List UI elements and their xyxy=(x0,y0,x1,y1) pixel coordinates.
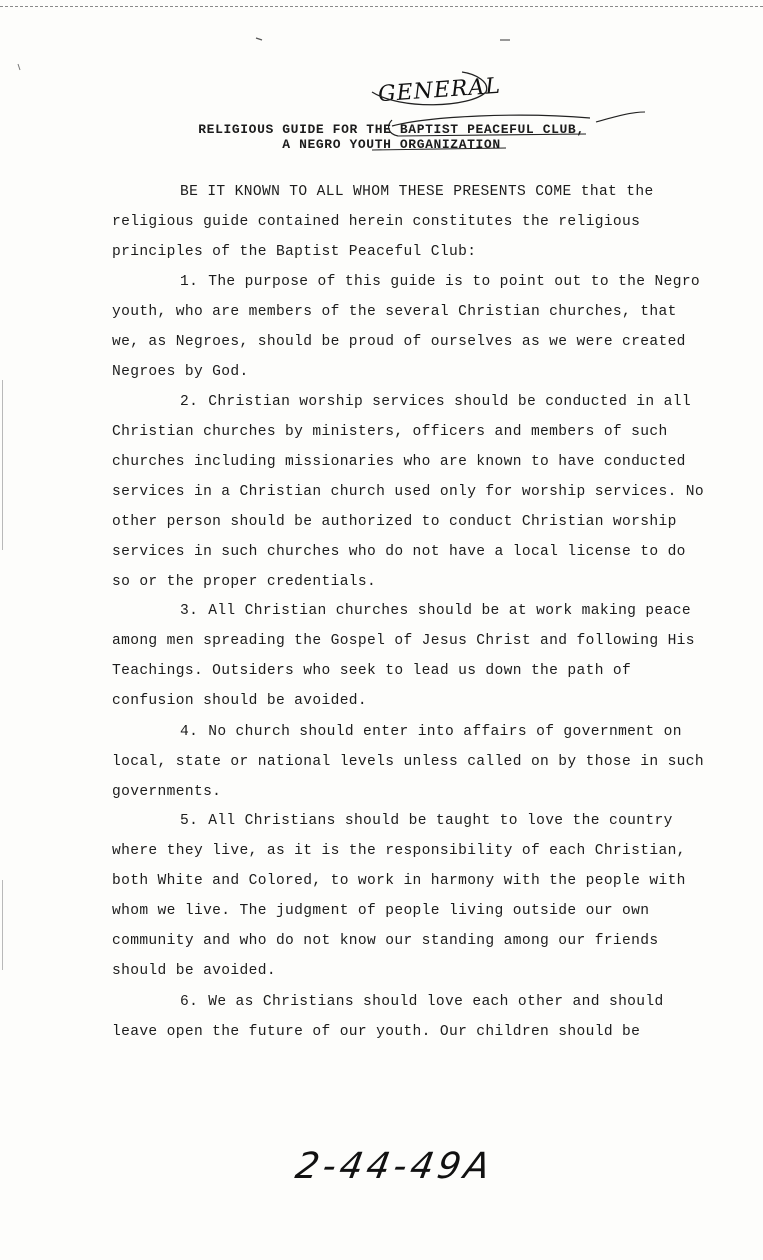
guide-item-1 xyxy=(112,267,712,387)
document-title-line2: A NEGRO YOUTH ORGANIZATION xyxy=(282,137,501,152)
item-number: 3. xyxy=(180,603,199,619)
item-text: No church should enter into affairs of government on local, state or national levels unless called on by those in such governments. xyxy=(112,724,704,800)
preamble-paragraph: BE IT KNOWN TO ALL WHOM THESE PRESENTS COME that the religious guide contained herein constitutes the religious principles of the Baptist Peaceful Club: xyxy=(112,184,654,260)
file-number-handwritten: 2-44-49A xyxy=(292,1146,497,1187)
item-number: 2. xyxy=(180,394,199,410)
item-text: All Christians should be taught to love the country where they live, as it is the responsibility of each Christian, both White and Colored, to work in harmony with the people with whom we live. The judgment of people living outside our own community and who do not know our standing among our friends should be avoided. xyxy=(112,813,686,979)
item-text: Christian worship services should be conducted in all Christian churches by ministers, officers and members of such churches including missionaries who are known to have conducted services in a Christian church used only for worship services. No other person should be authorized to conduct Christian worship services in such churches who do not have a local license to do so or the proper credentials. xyxy=(112,394,704,590)
guide-item-4 xyxy=(112,717,712,807)
item-number: 6. xyxy=(180,994,199,1010)
margin-mark xyxy=(2,380,3,550)
guide-item-2 xyxy=(112,387,712,597)
guide-item-6 xyxy=(112,987,712,1047)
item-text: All Christian churches should be at work making peace among men spreading the Gospel of Jesus Christ and following His Teachings. Outsiders who seek to lead us down the path of confusion should be avoided. xyxy=(112,603,695,709)
item-text: We as Christians should love each other and should leave open the future of our youth. Our children should be xyxy=(112,994,664,1040)
item-number: 4. xyxy=(180,724,199,740)
document-title-line1: RELIGIOUS GUIDE FOR THE BAPTIST PEACEFUL CLUB, xyxy=(198,122,585,137)
guide-item-5 xyxy=(112,806,712,986)
item-text: The purpose of this guide is to point out to the Negro youth, who are members of the several Christian churches, that we, as Negroes, should be proud of ourselves as we were created Negroes by God. xyxy=(112,274,701,380)
handwritten-note: GENERAL xyxy=(377,73,502,108)
margin-mark xyxy=(2,880,3,970)
item-number: 1. xyxy=(180,274,199,290)
item-number: 5. xyxy=(180,813,199,829)
guide-item-3 xyxy=(112,596,712,716)
